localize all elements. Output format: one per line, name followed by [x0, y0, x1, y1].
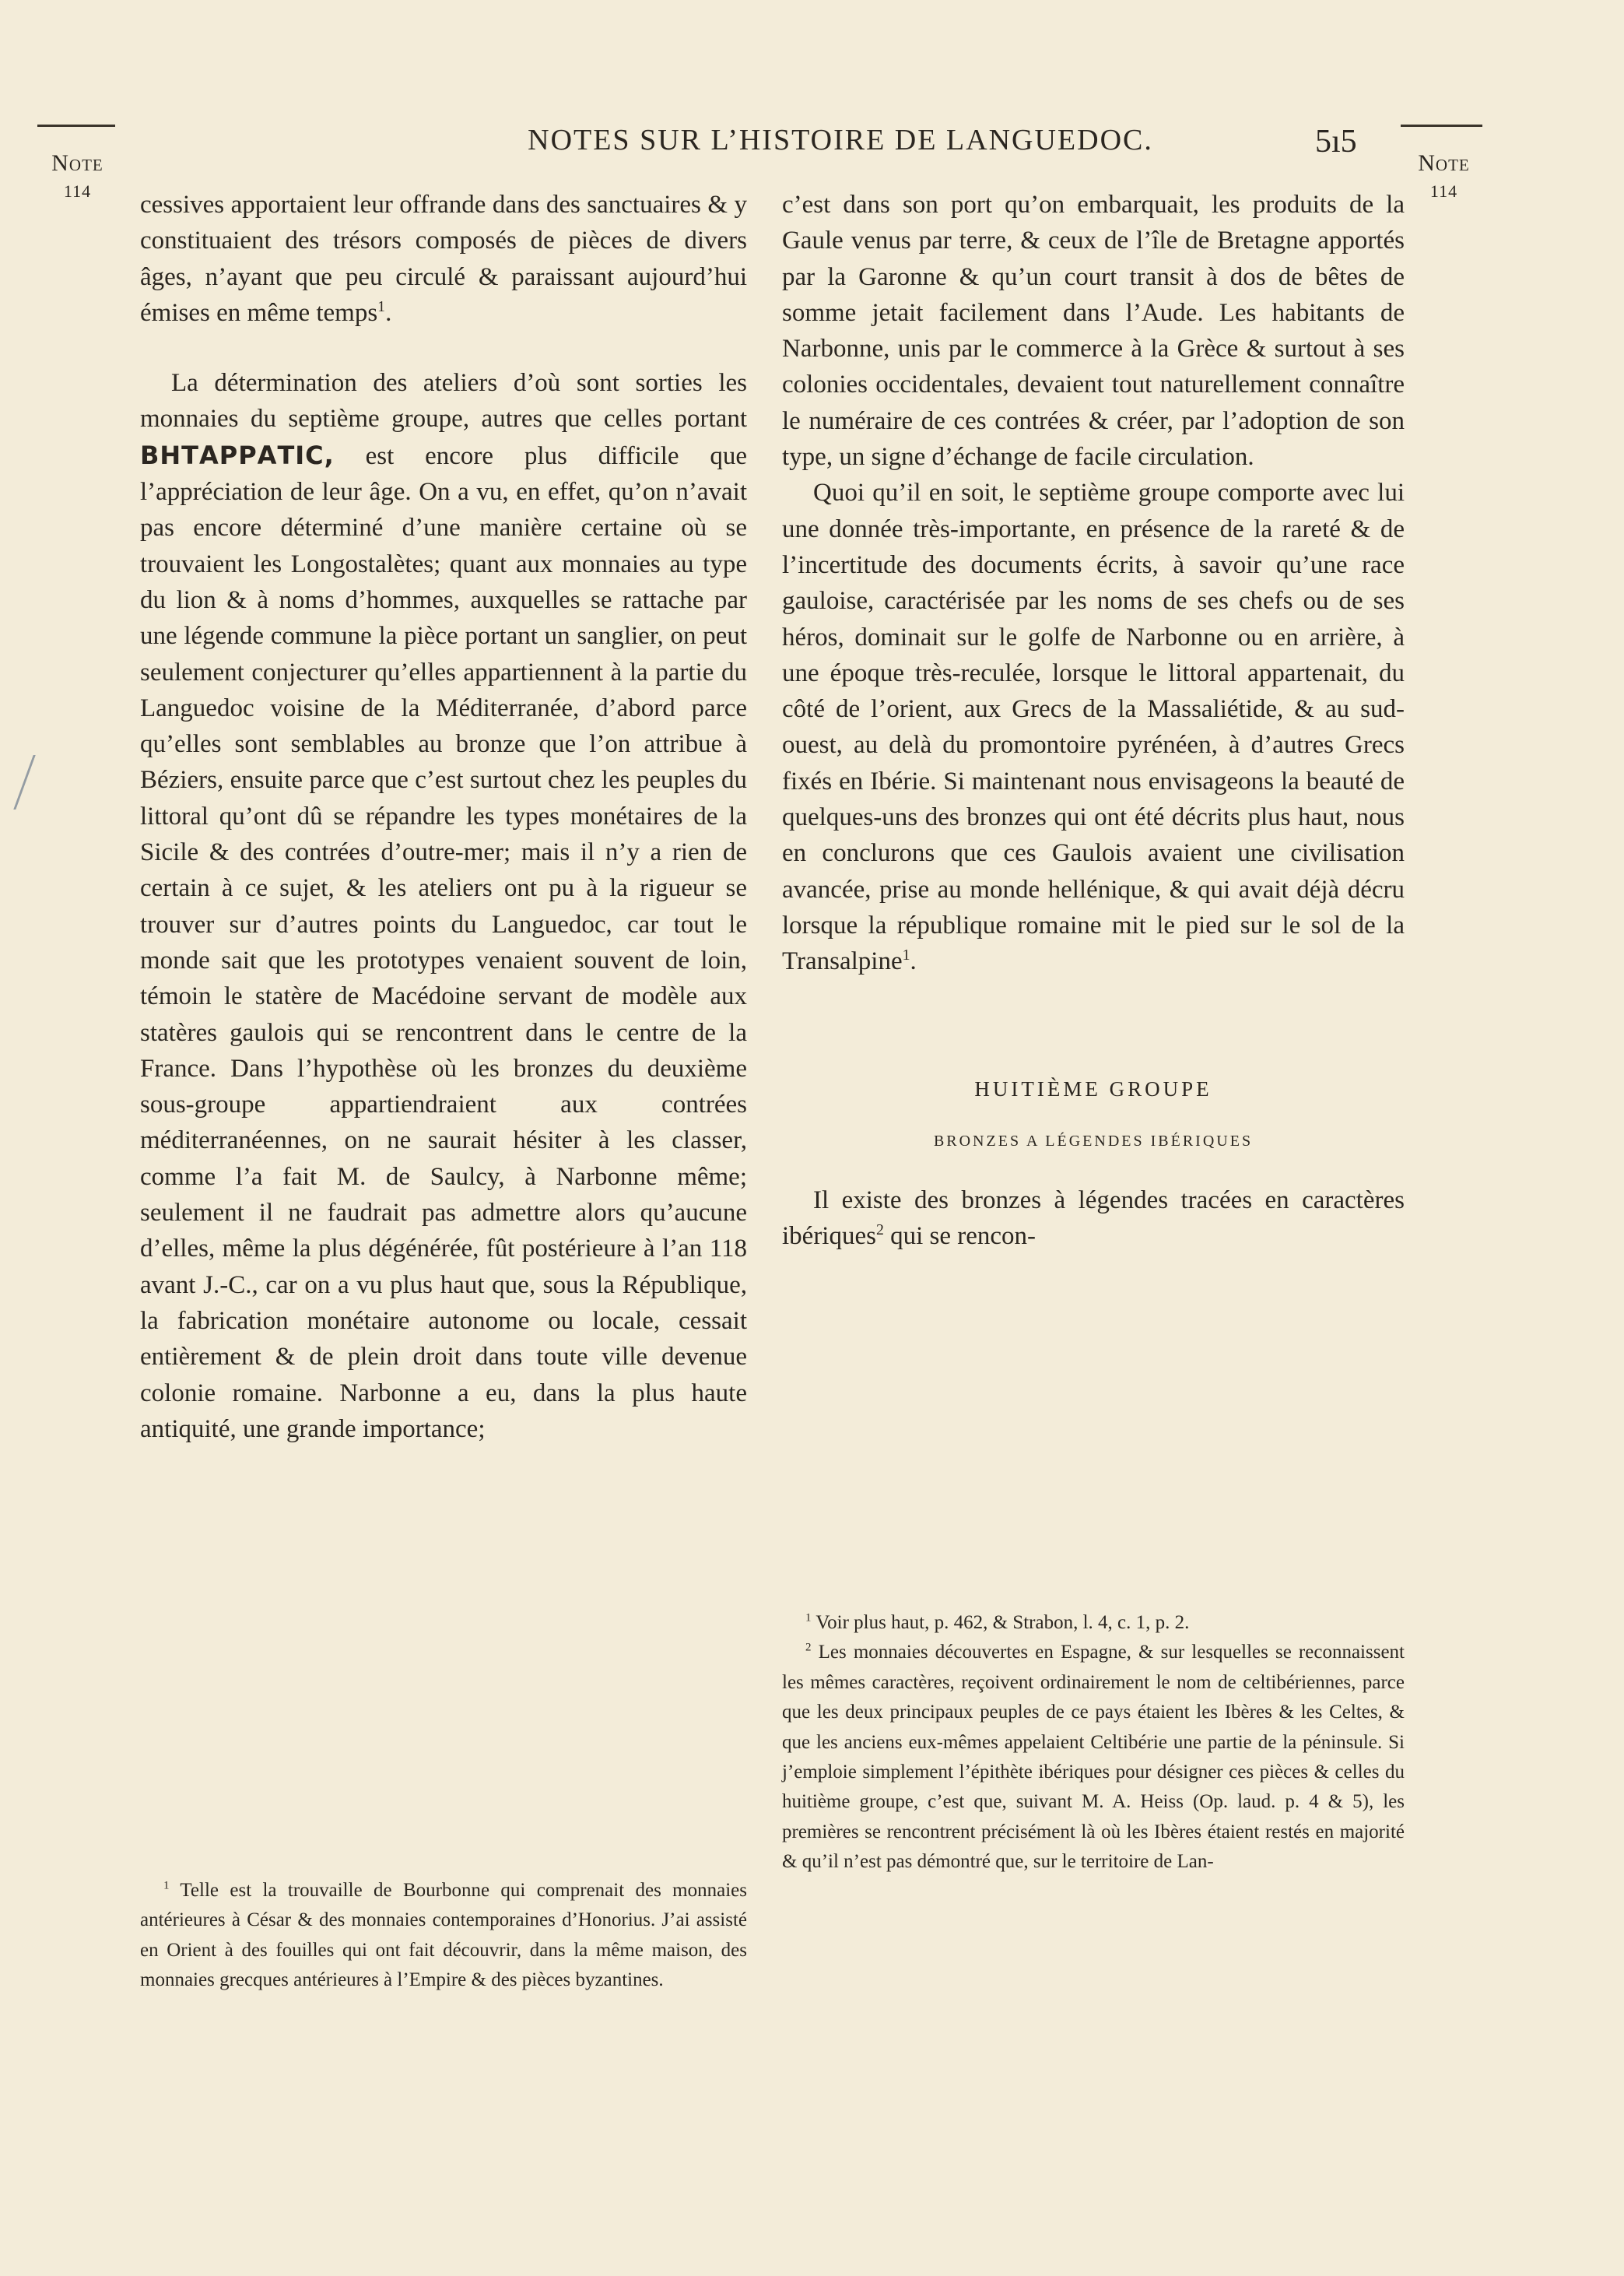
right-footnote-1	[782, 1608, 1405, 1638]
right-paragraph-2-end: .	[910, 947, 917, 976]
footnote-marker-1: 1	[163, 1879, 170, 1892]
right-footnote-2-text: Les monnaies découvertes en Espagne, & sur lesquelles se reconnaissent les mêmes caractères, reçoivent ordinairement le nom de celtibériennes, parce que les deux principaux peuples de ce pays étaient les Ibères & les Celtes, & que les anciens eux-mêmes appelaient Celtibérie une partie de la péninsule. Si j’emploie simplement l’épithète ibériques pour désigner ces pièces & celles du huitième groupe, c’est que, suivant M. A. Heiss (Op. laud. p. 4 & 5), les premières se rencontrent précisément là où les Ibères étaient restés en majorité & qu’il n’est pas démontré que, sur le territoire de Lan-	[782, 1642, 1405, 1873]
right-paragraph-2	[782, 475, 1405, 979]
right-footnotes	[782, 1608, 1405, 1877]
right-header-rule	[1401, 125, 1482, 127]
section-subtitle: BRONZES A LÉGENDES IBÉRIQUES	[933, 1132, 1254, 1150]
right-margin-number: 114	[1429, 181, 1458, 201]
left-paragraph-1	[140, 187, 747, 331]
right-footnote-1-text: Voir plus haut, p. 462, & Strabon, l. 4, c. 1, p. 2.	[816, 1612, 1190, 1633]
left-paragraph-1-text: cessives apportaient leur offrande dans des sanctuaires & y constituaient des trésors composés de pièces de divers âges, n’ayant que peu circulé & paraissant aujourd’hui émises en même temps	[140, 191, 747, 327]
left-footnotes	[140, 1876, 747, 1996]
footnote-ref-1: 1	[377, 297, 386, 315]
running-head: NOTES SUR L’HISTOIRE DE LANGUEDOC.	[528, 124, 1153, 156]
left-margin-note	[40, 149, 114, 205]
right-margin-note	[1407, 149, 1481, 205]
right-margin-label: Note	[1418, 150, 1470, 176]
left-footnote-1	[140, 1876, 747, 1996]
right-column	[782, 187, 1405, 1254]
left-paragraph-2-text-a: La détermination des ateliers d’où sont sorties les monnaies du septième groupe, autres que celles portant	[140, 369, 747, 434]
footnote-ref-1-right: 1	[902, 947, 910, 964]
left-paragraph-2-text-b: est encore plus difficile que l’appréciation de leur âge. On a vu, en effet, qu’on n’avait pas encore déterminé d’une manière certaine où se trouvaient les Longostalètes; quant aux monnaies au type du lion & à noms d’hommes, auxquelles se rattache par une légende commune la pièce portant un sanglier, on peut seulement conjecturer qu’elles appartiennent à la partie du Languedoc voisine de la Méditerranée, d’abord parce qu’elles sont semblables au bronze que l’on attribue à Béziers, ensuite parce que c’est surtout chez les peuples du littoral qu’ont dû se répandre les types monétaires de la Sicile & des contrées d’outre-mer; mais il n’y a rien de certain à ce sujet, & les ateliers ont pu à la rigueur se trouver sur d’autres points du Languedoc, car tout le monde sait que les prototypes venaient souvent de loin, témoin le statère de Macédoine servant de modèle aux statères gaulois qui se rencontrent dans le centre de la France. Dans l’hypothèse où les bronzes du deuxième sous-groupe appartiendraient aux contrées méditerranéennes, on ne saurait hésiter à les classer, comme l’a fait M. de Saulcy, à Narbonne même; seulement il ne faudrait pas admettre alors qu’aucune d’elles, même la plus dégénérée, fût postérieure à l’an 118 avant J.-C., car on a vu plus haut que, sous la République, la fabrication monétaire autonome ou locale, cessait entièrement & de plein droit dans toute ville devenue colonie romaine. Narbonne a eu, dans la plus haute antiquité, une grande importance;	[140, 441, 747, 1443]
right-paragraph-3	[782, 1182, 1405, 1255]
left-paragraph-1-end: .	[385, 298, 392, 327]
footnote-marker-1-right: 1	[805, 1611, 812, 1624]
left-margin-label: Note	[51, 150, 103, 176]
right-paragraph-2-text: Quoi qu’il en soit, le septième groupe comporte avec lui une donnée très-importante, en présence de la rareté & de l’incertitude des documents écrits, à savoir qu’une race gauloise, caractérisée par les noms de ses chefs ou de ses héros, dominait sur le golfe de Narbonne ou en arrière, à une époque très-reculée, lorsque le littoral appartenait, du côté de l’orient, aux Grecs de la Massaliétide, & au sud-ouest, au delà du promontoire pyrénéen, à d’autres Grecs fixés en Ibérie. Si maintenant nous envisageons la beauté de quelques-uns des bronzes qui ont été décrits plus haut, nous en conclurons que ces Gaulois avaient une civilisation avancée, prise au monde hellénique, & qui avait déjà décru lorsque la république romaine mit le pied sur le sol de la Transalpine	[782, 479, 1405, 976]
footnote-marker-2: 2	[805, 1642, 812, 1655]
left-header-rule	[37, 125, 115, 127]
greek-legend: ΒΗΤΑΡΡΑΤΙC,	[140, 440, 335, 470]
left-column	[140, 187, 747, 1447]
right-paragraph-1: c’est dans son port qu’on embarquait, les produits de la Gaule venus par terre, & ceux de l’île de Bretagne apportés par la Garonne & qu’un court transit à dos de bêtes de somme jetait facilement dans l’Aude. Les habitants de Narbonne, unis par le commerce à la Grèce & surtout à ses colonies occidentales, devaient tout naturellement connaître le numéraire de ces contrées & créer, par l’adoption de son type, un signe d’échange de facile circulation.	[782, 191, 1405, 472]
left-footnote-1-text: Telle est la trouvaille de Bourbonne qui comprenait des monnaies antérieures à César & des monnaies contemporaines d’Honorius. J’ai assisté en Orient à des fouilles qui ont fait découvrir, dans la même maison, des monnaies grecques antérieures à l’Empire & des pièces byzantines.	[140, 1880, 747, 1991]
left-paragraph-2	[140, 365, 747, 1447]
page-number: 5ı5	[1315, 124, 1357, 160]
section-title: HUITIÈME GROUPE	[974, 1077, 1212, 1101]
right-paragraph-3-end: qui se rencon-	[883, 1221, 1036, 1250]
left-margin-number: 114	[63, 181, 92, 201]
margin-pencil-mark	[13, 755, 46, 810]
right-footnote-2	[782, 1638, 1405, 1877]
footnote-ref-2: 2	[875, 1221, 884, 1238]
right-paragraph-3-text: Il existe des bronzes à légendes tracées en caractères ibériques	[782, 1185, 1405, 1250]
